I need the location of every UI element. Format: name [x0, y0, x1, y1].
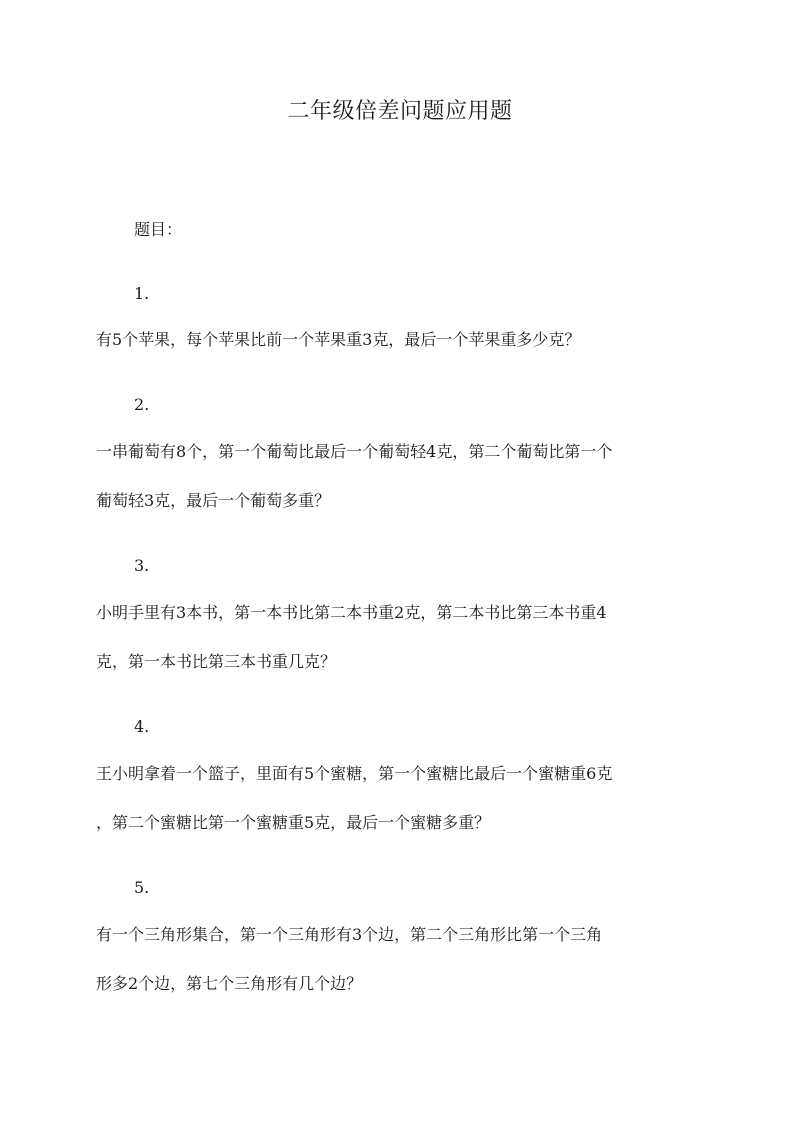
question-number-2: 2.: [134, 395, 150, 414]
question-4-line-1: 王小明拿着一个篮子，里面有5个蜜糖，第一个蜜糖比最后一个蜜糖重6克: [96, 764, 613, 783]
question-4-line-2: ，第二个蜜糖比第一个蜜糖重5克，最后一个蜜糖多重？: [96, 813, 491, 832]
question-3-line-2: 克，第一本书比第三本书重几克？: [96, 652, 337, 671]
question-1-line-1: 有5个苹果，每个苹果比前一个苹果重3克，最后一个苹果重多少克？: [96, 330, 581, 349]
question-3-line-1: 小明手里有3本书，第一本书比第二本书重2克，第二本书比第三本书重4: [96, 603, 607, 622]
question-2-line-1: 一串葡萄有8个，第一个葡萄比最后一个葡萄轻4克，第二个葡萄比第一个: [96, 442, 613, 461]
question-5-line-2: 形多2个边，第七个三角形有几个边？: [96, 974, 363, 993]
question-number-4: 4.: [134, 717, 150, 736]
section-label: 题目：: [134, 220, 183, 239]
document-title: 二年级倍差问题应用题: [287, 99, 513, 124]
question-number-1: 1.: [134, 284, 150, 303]
question-5-line-1: 有一个三角形集合，第一个三角形有3个边，第二个三角形比第一个三角: [96, 925, 603, 944]
question-number-3: 3.: [134, 556, 150, 575]
question-2-line-2: 葡萄轻3克，最后一个葡萄多重？: [96, 491, 331, 510]
question-number-5: 5.: [134, 878, 150, 897]
